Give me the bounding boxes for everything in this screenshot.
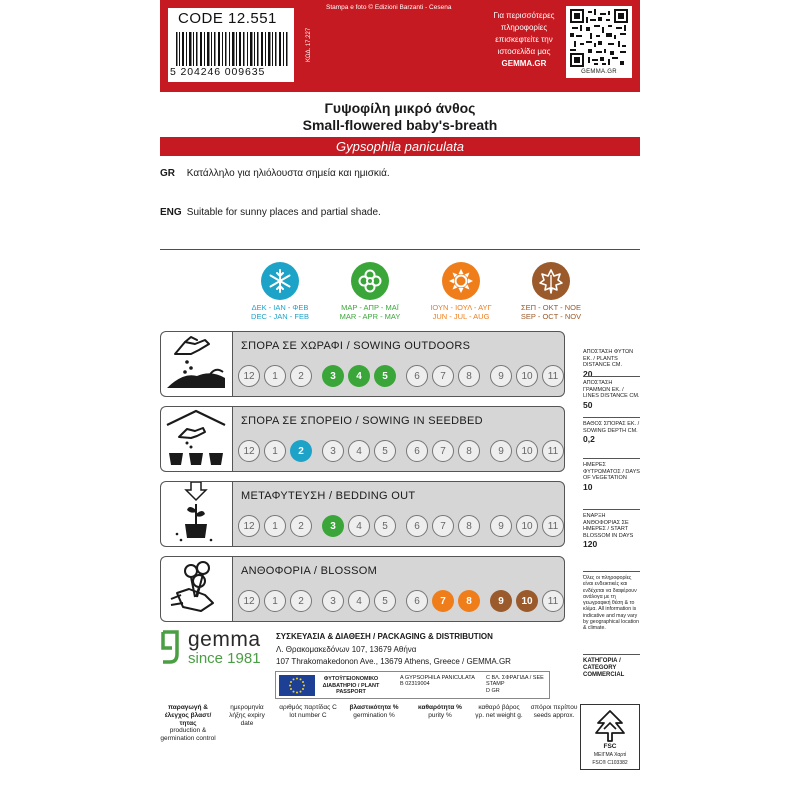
title-english: Small-flowered baby's-breath (302, 117, 498, 133)
season-summer: ΙΟΥΝ - ΙΟΥΛ - ΑΥΓ JUN - JUL - AUG (417, 262, 505, 321)
month-6: 6 (406, 440, 428, 462)
fsc-tree-icon (592, 709, 628, 743)
month-12: 12 (238, 440, 260, 462)
field-net-weight: καθαρό βάρος γρ. net weight g. (475, 704, 523, 719)
month-11: 11 (542, 365, 564, 387)
transplant-icon (160, 481, 232, 547)
month-9: 9 (490, 365, 512, 387)
qr-code-icon[interactable] (570, 9, 628, 67)
row-title: ΜΕΤΑΦΥΤΕΥΣΗ / BEDDING OUT (241, 490, 416, 502)
month-11: 11 (542, 590, 564, 612)
sun-icon (442, 262, 480, 300)
month-7: 7 (432, 440, 454, 462)
leaf-icon (532, 262, 570, 300)
qr-box (566, 6, 632, 78)
row-sowing-seedbed (160, 406, 565, 472)
month-8: 8 (458, 590, 480, 612)
field-seeds: σπόροι περίπου seeds approx. (530, 704, 578, 719)
month-strip (238, 515, 564, 537)
month-6: 6 (406, 515, 428, 537)
month-7: 7 (432, 515, 454, 537)
month-8: 8 (458, 365, 480, 387)
month-10: 10 (516, 590, 538, 612)
month-7: 7 (432, 590, 454, 612)
brand-name: gemma (188, 628, 261, 651)
print-credit: Stampa e foto © Edizioni Barzanti - Cesena (326, 4, 452, 11)
month-5: 5 (374, 365, 396, 387)
month-strip (238, 365, 564, 387)
row-sowing-outdoors (160, 331, 565, 397)
side-lines-distance: ΑΠΟΣΤΑΣΗ ΓΡΑΜΜΩΝ ΕΚ. / LINES DISTANCE CM. 50 (583, 380, 640, 410)
month-strip (238, 590, 564, 612)
side-plants-distance: ΑΠΟΣΤΑΣΗ ΦΥΤΩΝ ΕΚ. / PLANTS DISTANCE CM. 20 (583, 349, 634, 379)
month-11: 11 (542, 440, 564, 462)
fsc-code: FSC® C103382 (592, 760, 628, 766)
field-expiry: ημερομηνία λήξης expiry date (229, 704, 265, 727)
address-greek: Λ. Θρακομακεδόνων 107, 13679 Αθήνα (276, 645, 417, 654)
month-5: 5 (374, 590, 396, 612)
passport-title: ΦΥΤΟΫΓΕΙΟΝΟΜΙΚΟ ΔΙΑΒΑΤΗΡΙΟ / PLANT PASSPORT (322, 676, 380, 696)
month-2: 2 (290, 590, 312, 612)
divider (160, 249, 640, 250)
month-6: 6 (406, 365, 428, 387)
month-10: 10 (516, 515, 538, 537)
address-english: 107 Thrakomakedonon Ave., 13679 Athens, Greece / GEMMA.GR (276, 657, 511, 666)
barcode-box (168, 8, 294, 82)
row-title: ΣΠΟΡΑ ΣΕ ΧΩΡΑΦΙ / SOWING OUTDOORS (241, 340, 471, 352)
product-fields (160, 704, 580, 744)
month-3: 3 (322, 365, 344, 387)
month-6: 6 (406, 590, 428, 612)
fsc-label: FSC (603, 743, 617, 750)
month-1: 1 (264, 365, 286, 387)
qr-caption: GEMMA.GR (581, 69, 617, 75)
side-sowing-depth: ΒΑΘΟΣ ΣΠΟΡΑΣ ΕΚ. / SOWING DEPTH CM. 0,2 (583, 421, 640, 445)
month-8: 8 (458, 515, 480, 537)
month-3: 3 (322, 590, 344, 612)
visit-url[interactable]: GEMMA.GR (501, 59, 547, 68)
month-5: 5 (374, 440, 396, 462)
month-5: 5 (374, 515, 396, 537)
month-7: 7 (432, 365, 454, 387)
description-en: ENG Suitable for sunny places and partial shade. (160, 207, 381, 218)
row-blossom (160, 556, 565, 622)
month-2: 2 (290, 515, 312, 537)
seedbed-icon (160, 406, 232, 472)
side-start-blossom: ΕΝΑΡΞΗ ΑΝΘΟΦΟΡΙΑΣ ΣΕ ΗΜΕΡΕΣ / START BLOSSOM IN DAYS 120 (583, 513, 634, 550)
month-10: 10 (516, 440, 538, 462)
month-4: 4 (348, 440, 370, 462)
side-days-vegetation: ΗΜΕΡΕΣ ΦΥΤΡΩΜΑΤΟΣ / DAYS OF VEGETATION 10 (583, 462, 640, 492)
field-purity: καθαρότητα % purity % (418, 704, 462, 719)
month-2: 2 (290, 440, 312, 462)
field-lot: αριθμός παρτίδας C lot number C (279, 704, 337, 719)
month-strip (238, 440, 564, 462)
side-note: Όλες οι πληροφορίες είναι ενδεικτικές και ενδέχεται να διαφέρουν ανάλογα με τη γεωγραφική θέση & το κλίμα. All information is indicative and may vary by geographical location & climate. (583, 575, 639, 632)
row-title: ΑΝΘΟΦΟΡΙΑ / BLOSSOM (241, 565, 378, 577)
product-code: CODE 12.551 (178, 10, 277, 27)
blossom-icon (160, 556, 232, 622)
month-11: 11 (542, 515, 564, 537)
month-8: 8 (458, 440, 480, 462)
row-bedding-out (160, 481, 565, 547)
month-4: 4 (348, 515, 370, 537)
month-4: 4 (348, 590, 370, 612)
category: ΚΑΤΗΓΟΡΙΑ / CATEGORY COMMERCIAL (583, 658, 625, 678)
season-autumn: ΣΕΠ - ΟΚΤ - ΝΟΕ SEP - OCT - NOV (507, 262, 595, 321)
title-greek: Γυψοφίλη μικρό άνθος (324, 100, 476, 116)
month-1: 1 (264, 440, 286, 462)
month-9: 9 (490, 515, 512, 537)
month-3: 3 (322, 515, 344, 537)
month-12: 12 (238, 590, 260, 612)
description-gr: GR Κατάλληλο για ηλιόλουστα σημεία και ημισκιά. (160, 168, 390, 179)
month-12: 12 (238, 365, 260, 387)
snowflake-icon (261, 262, 299, 300)
flower-icon (351, 262, 389, 300)
brand-since: since 1981 (188, 650, 261, 667)
month-2: 2 (290, 365, 312, 387)
latin-name: Gypsophila paniculata (160, 137, 640, 156)
sowing-outdoors-icon (160, 331, 232, 397)
fsc-sub: ΜΕΙΓΜΑ Χαρτί (593, 752, 627, 758)
month-4: 4 (348, 365, 370, 387)
row-title: ΣΠΟΡΑ ΣΕ ΣΠΟΡΕΙΟ / SOWING IN SEEDBED (241, 415, 483, 427)
visit-text: Για περισσότερες πληροφορίες επισκεφτείτε την ιστοσελίδα μας GEMMA.GR (474, 10, 574, 70)
kod-number: ΚΩΔ. 17.227 (306, 27, 312, 62)
month-3: 3 (322, 440, 344, 462)
season-winter: ΔΕΚ - ΙΑΝ - ΦΕΒ DEC - JAN - FEB (236, 262, 324, 321)
month-1: 1 (264, 590, 286, 612)
packaging-title: ΣΥΣΚΕΥΑΣΙΑ & ΔΙΑΘΕΣΗ / PACKAGING & DISTRIBUTION (276, 632, 493, 641)
month-9: 9 (490, 590, 512, 612)
plant-passport: ΦΥΤΟΫΓΕΙΟΝΟΜΙΚΟ ΔΙΑΒΑΤΗΡΙΟ / PLANT PASSPORT A GYPSOPHILA PANICULATA B 02319004 C ΒΛ. ΣΦΡΑΓΙΔΑ / SEE STAMP D GR (275, 671, 550, 699)
barcode-icon (174, 32, 290, 66)
month-9: 9 (490, 440, 512, 462)
month-12: 12 (238, 515, 260, 537)
field-production: παραγωγή & έλεγχος βλαστ/τητας production & germination control (160, 704, 216, 743)
field-germination: βλαστικότητα % germination % (349, 704, 399, 719)
month-10: 10 (516, 365, 538, 387)
eu-flag-icon (279, 675, 315, 696)
gemma-logo-icon (160, 630, 180, 666)
fsc-box (580, 704, 640, 770)
month-1: 1 (264, 515, 286, 537)
season-spring: ΜΑΡ - ΑΠΡ - ΜΑΪ MAR - APR - MAY (326, 262, 414, 321)
barcode-number: 5 204246 009635 (170, 66, 266, 78)
